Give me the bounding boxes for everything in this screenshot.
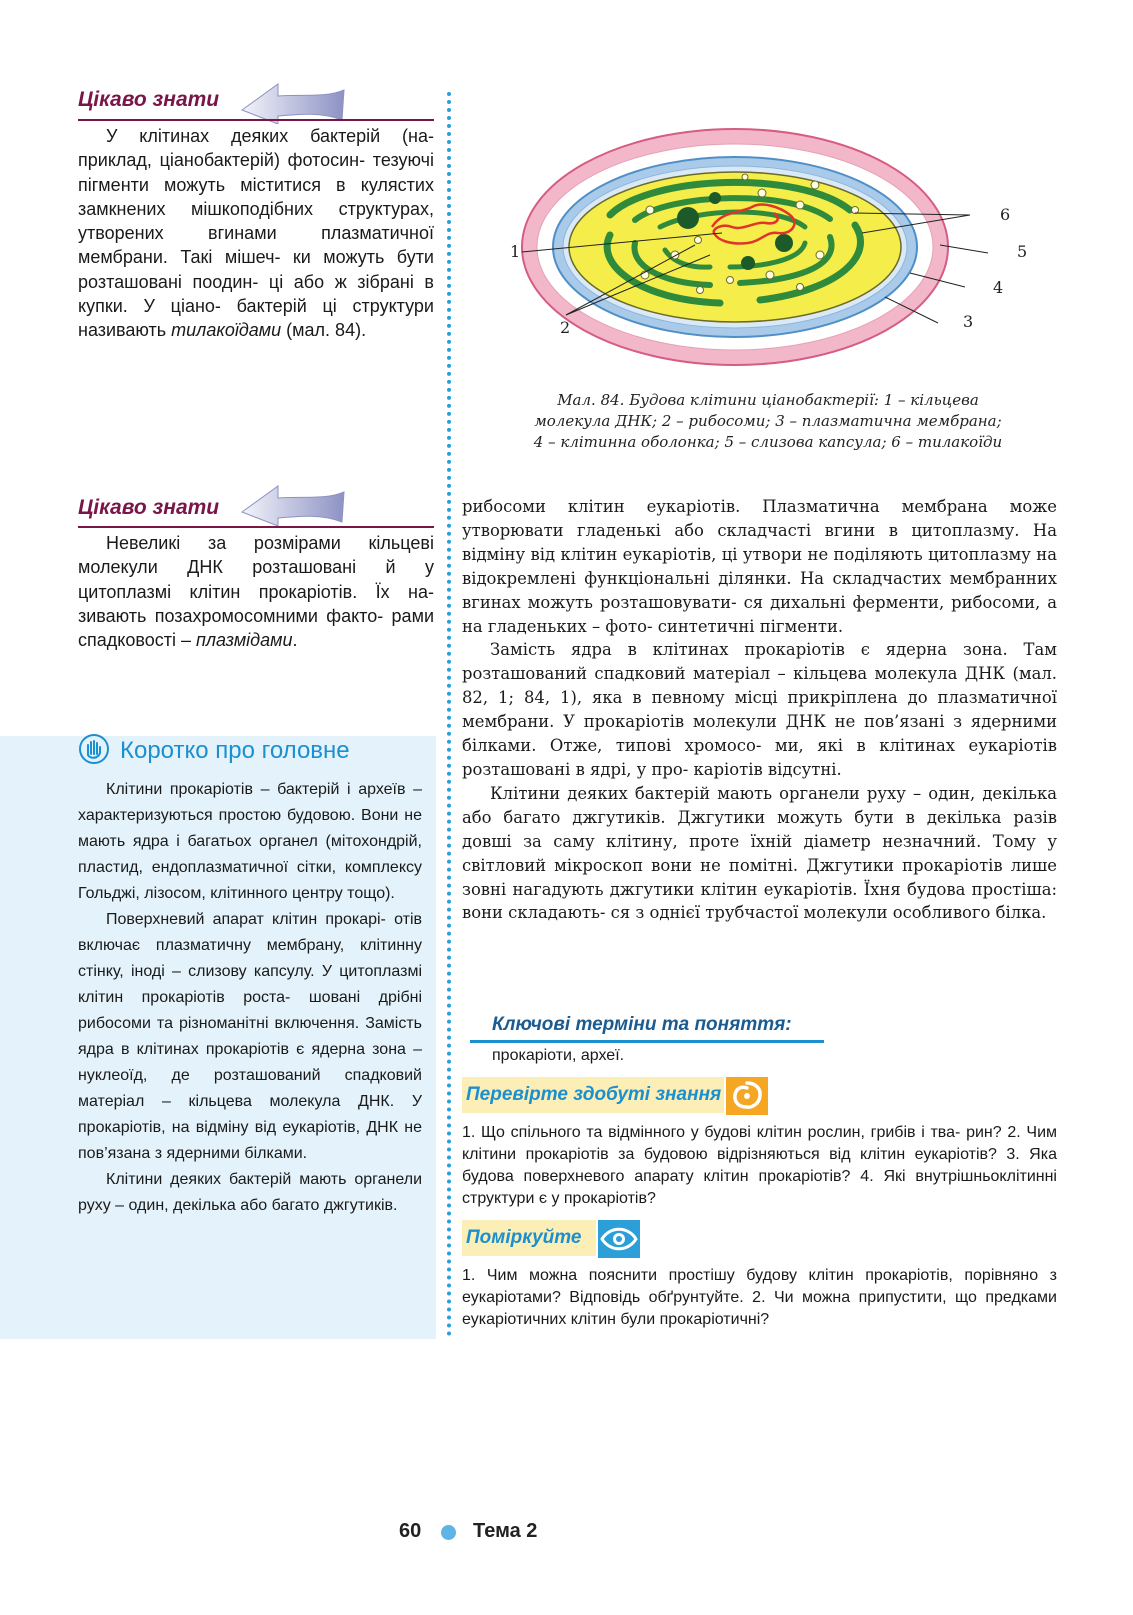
summary-line: органели руху – один, декілька або	[78, 1171, 422, 1214]
topic-label: Тема 2	[473, 1520, 538, 1542]
fact-line: тезуючі пігменти можуть міститися в	[78, 150, 434, 195]
main-line: утворювати гладенькі або складчасті вгини в цитоплазму.	[462, 520, 1020, 540]
key-terms-text: прокаріоти, археї.	[492, 1047, 625, 1064]
term-thylakoids: тилакоїдами	[171, 320, 282, 341]
main-line: до плазматичної мембрани. У прокаріотів молекули ДНК	[462, 688, 1057, 732]
main-line: ся з однієї трубчастої молекули особливого білка.	[610, 903, 1047, 923]
figure-label-3: 3	[963, 312, 974, 331]
main-line: каріотів відсутні.	[693, 759, 842, 779]
check-knowledge-title: Перевірте здобуті знання	[466, 1084, 722, 1105]
main-line: Джгутики прокаріотів лише зовні нагадують джгутики	[462, 855, 1058, 899]
summary-line: археїв – характеризуються простою	[78, 781, 422, 824]
summary-line: Клітини деяких бактерій мають	[106, 1171, 347, 1188]
summary-line: включення. Замість ядра в клітинах	[78, 1015, 422, 1058]
main-line: ми, які в клітинах еукаріотів розташовані в ядрі, у про-	[462, 736, 1057, 779]
main-line: незначний. Тому у світловий мікроскоп вони не помітні.	[462, 831, 1057, 875]
summary-body	[78, 777, 422, 1219]
summary-paragraph	[78, 1167, 422, 1219]
summary-line: багато джгутиків.	[271, 1197, 398, 1214]
key-terms-rule	[470, 1040, 824, 1043]
fact-line: У клітинах деяких бактерій (на-	[106, 126, 434, 146]
fact-box-2-rule	[78, 526, 434, 528]
column-separator	[447, 92, 451, 1337]
fact-line: цитоплазмі клітин прокаріотів. Їх на-	[78, 581, 434, 602]
check-knowledge-questions	[462, 1122, 1057, 1210]
summary-line: отів включає плазматичну мембрану,	[78, 911, 422, 954]
fact-line: зивають позахромосомними факто-	[78, 605, 384, 626]
curved-arrow-icon	[238, 80, 350, 124]
figure-label-5: 5	[1017, 242, 1028, 261]
summary-line: пластид, ендоплазматичної сітки,	[78, 859, 337, 876]
bullet-dot-icon	[441, 1525, 456, 1540]
summary-line: Клітини прокаріотів – бактерій і	[106, 781, 351, 798]
summary-line: кільцева молекула ДНК. У прокаріотів,	[78, 1093, 422, 1136]
fact-box-1-rule	[78, 119, 434, 121]
key-terms-title: Ключові терміни та поняття:	[492, 1014, 792, 1035]
caption-line: 4 – клітинна оболонка; 5 – слизова капсула; 6 – тилакоїди	[533, 433, 1003, 451]
fact-line-end: .	[292, 630, 298, 651]
main-line: не пов’язані з ядерними білками. Отже, типові хромосо-	[462, 712, 1058, 756]
figure-label-6: 6	[1000, 205, 1011, 224]
cyanobacterium-cell-diagram	[500, 115, 1040, 380]
main-line: клітин еукаріотів. Їхня будова простіша: вони складають-	[462, 879, 1057, 923]
fact-box-2-body	[78, 531, 434, 652]
think-title: Поміркуйте	[466, 1227, 582, 1248]
fact-line: структурах, утворених вгинами	[78, 198, 434, 244]
main-line: Замість ядра в клітинах прокаріотів є ядерна зона. Там	[490, 640, 1057, 660]
figure-label-1: 1	[510, 242, 521, 261]
fact-line: ці або ж зібрані в купки. У ціано-	[78, 271, 434, 317]
question-line: припустити, що предками еукаріотичних клітин були прокаріотичні?	[462, 1289, 1057, 1328]
fact-line: ки можуть бути розташовані поодин-	[78, 247, 434, 292]
curved-arrow-icon	[238, 482, 350, 526]
summary-paragraph	[78, 907, 422, 1167]
main-line: декілька разів довші за саму клітину, проте їхній діаметр	[462, 807, 1057, 851]
hand-icon	[78, 733, 110, 765]
think-questions	[462, 1265, 1057, 1331]
summary-paragraph	[78, 777, 422, 907]
fact-line: кулястих замкнених мішкоподібних	[78, 174, 434, 219]
figure-label-4: 4	[993, 278, 1004, 297]
main-line: На відміну від клітин еукаріотів, ці утвори не поділяють	[462, 520, 1057, 564]
fact-box-2-title: Цікаво знати	[78, 496, 220, 519]
main-line: розташований спадковий матеріал – кільцева молекула	[462, 664, 958, 684]
fact-box-1-title: Цікаво знати	[78, 88, 220, 111]
figure-caption	[458, 390, 1078, 453]
main-paragraph	[462, 782, 1057, 925]
question-line: порівняно з еукаріотами? Відповідь обґрунтуйте. 2. Чи можна	[462, 1267, 1057, 1306]
main-line: Клітини деяких бактерій мають органели руху – один,	[490, 783, 976, 803]
main-text	[462, 495, 1057, 925]
question-line: 1. Чим можна пояснити простішу будову клітин прокаріотів,	[462, 1267, 953, 1284]
caption-line: молекула ДНК; 2 – рибосоми; 3 – плазматична мембрана;	[534, 412, 1002, 430]
question-line: рин? 2. Чим клітини прокаріотів за будовою відрізняються від клітин	[462, 1124, 1058, 1163]
summary-line: прокаріотів є ядерна зона – нуклеоїд,	[78, 1041, 422, 1084]
plasma-membrane	[569, 172, 901, 322]
question-line: еукаріотів? 3. Яка будова поверхневого апарату клітин прокаріотів?	[462, 1146, 1057, 1185]
fact-line: молекули ДНК розташовані й у	[78, 557, 434, 578]
main-paragraph	[462, 638, 1057, 781]
fact-box-1-body	[78, 124, 434, 343]
question-line: 1. Що спільного та відмінного у будові клітин рослин, грибів і тва-	[462, 1124, 961, 1141]
fact-line: бактерій ці структури називають	[78, 296, 434, 341]
main-line: синтетичні пігменти.	[657, 616, 844, 636]
main-line: ся дихальні ферменти, рибосоми, а на гладеньких – фото-	[462, 592, 1057, 636]
fact-line: приклад, ціанобактерій) фотосин-	[78, 150, 366, 171]
main-paragraph	[462, 495, 1057, 638]
main-line: складчастих мембранних вгинах можуть розташовувати-	[462, 568, 1057, 612]
question-line: 4. Які внутрішньоклітинні структури є у прокаріотів?	[462, 1168, 1057, 1207]
main-line: ДНК (мал. 82, 1; 84, 1), яка в певному місці прикріплена	[462, 664, 1057, 708]
main-line: декілька або багато джгутиків. Джгутики можуть бути в	[462, 783, 1057, 827]
main-line: цитоплазму на відокремлені функціональні ділянки. На	[462, 544, 1058, 588]
summary-line: клітинну стінку, іноді – слизову капсулу.	[78, 937, 422, 980]
summary-line: багатьох органел (мітохондрій,	[187, 833, 422, 850]
fact-line-end: (мал. 84).	[281, 320, 367, 341]
summary-title: Коротко про головне	[120, 737, 350, 764]
fact-line: Невеликі за розмірами кільцеві	[106, 533, 434, 553]
caption-line: Мал. 84. Будова клітини ціанобактерії: 1 – кільцева	[557, 391, 979, 409]
summary-line: комплексу Гольджі, лізосом, клітинного	[78, 859, 422, 902]
figure-label-2: 2	[560, 318, 571, 337]
summary-line: центру тощо).	[291, 885, 395, 902]
fact-line: плазматичної мембрани. Такі мішеч-	[78, 223, 434, 268]
summary-line: пов’язана з ядерними білками.	[78, 1145, 308, 1162]
summary-line: шовані дрібні рибосоми та різноманітні	[78, 989, 422, 1032]
summary-line: де розташований спадковий матеріал –	[78, 1067, 422, 1110]
main-line: рибосоми клітин еукаріотів. Плазматична мембрана може	[462, 497, 1057, 516]
summary-line: на відміну від еукаріотів, ДНК не	[171, 1119, 422, 1136]
spiral-icon	[726, 1077, 768, 1115]
eye-icon	[598, 1220, 640, 1258]
summary-line: У цитоплазмі клітин прокаріотів роста-	[78, 963, 422, 1006]
term-plasmids: плазмідами	[195, 630, 293, 651]
summary-line: будовою. Вони не мають ядра і	[78, 807, 422, 850]
summary-line: Поверхневий апарат клітин прокарі-	[106, 911, 386, 928]
fact-line: рами спадковості –	[78, 605, 434, 651]
page-number: 60	[399, 1520, 422, 1542]
